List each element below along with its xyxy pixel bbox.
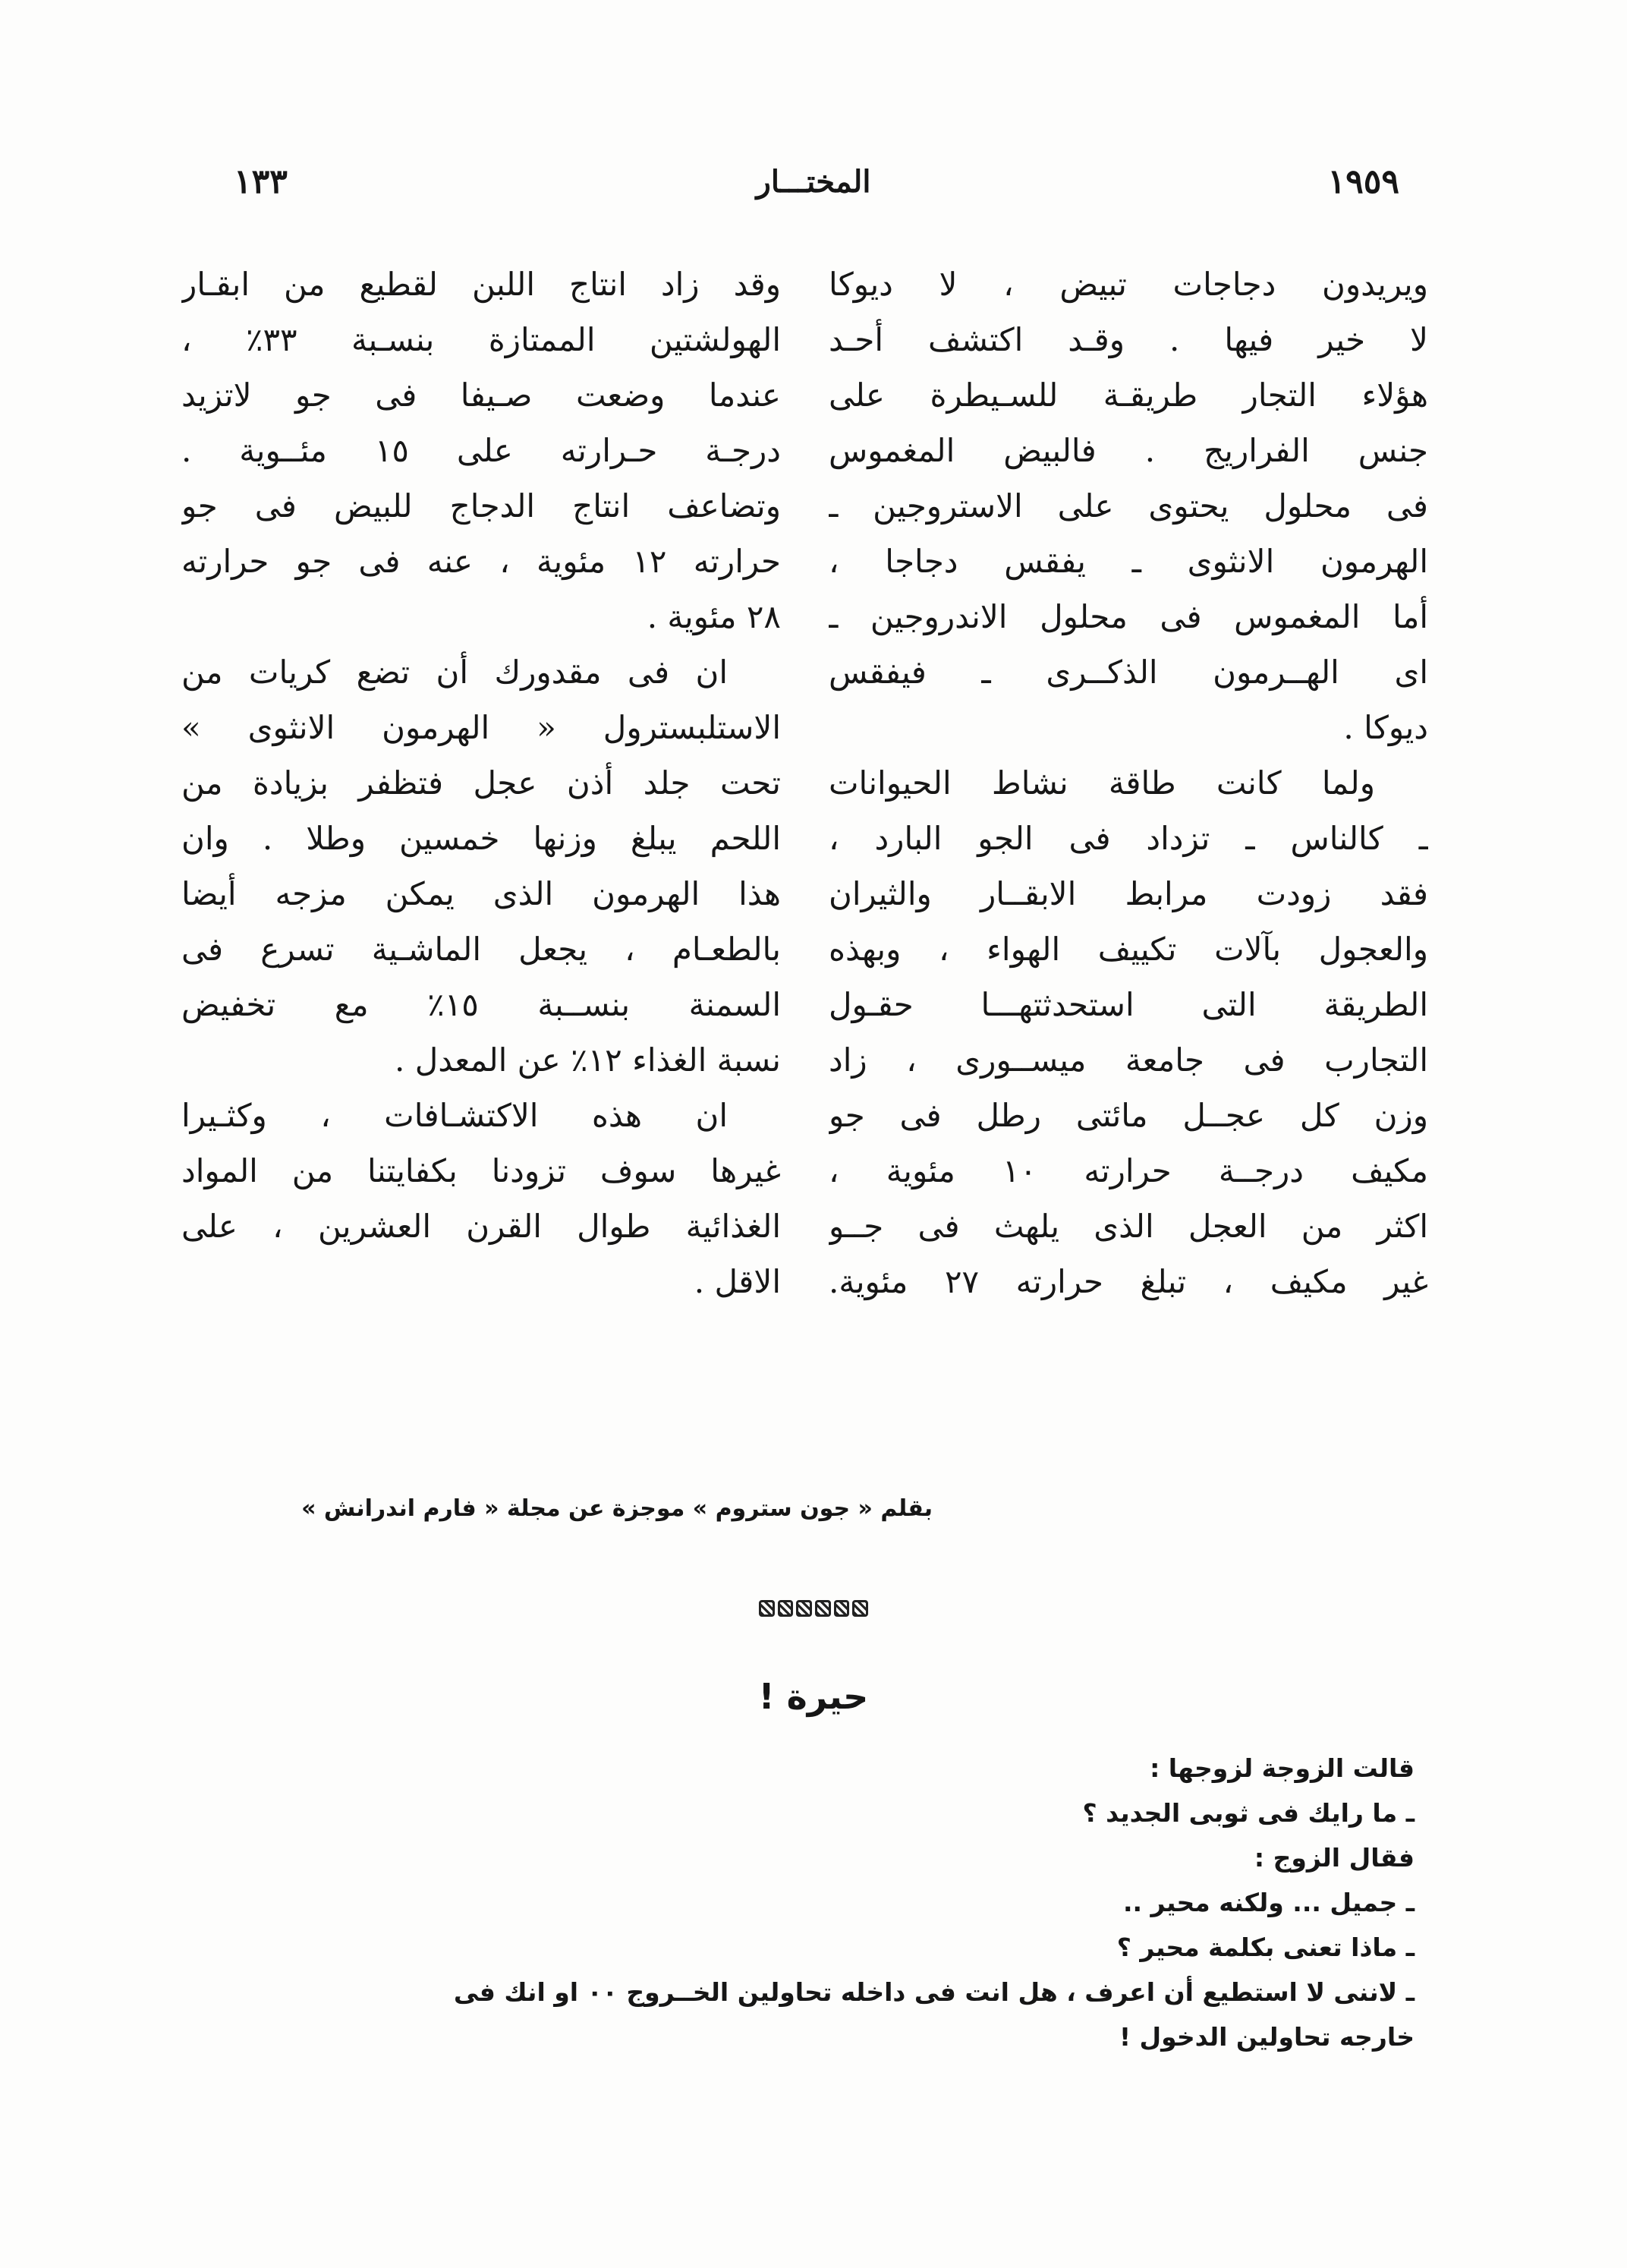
article-line: ان فى مقدورك أن تضع كريات من xyxy=(181,654,728,691)
article-line: حرارته ١٢ مئوية ، عنه فى جو حرارته xyxy=(181,543,781,580)
story-line: فقال الزوج : xyxy=(1254,1843,1415,1873)
article-line: لا خير فيها . وقـد اكتشف أحـد xyxy=(829,321,1428,358)
article-line: وزن كل عجــل مائتى رطل فى جو xyxy=(829,1097,1428,1134)
article-line: فى محلول يحتوى على الاستروجين ـ xyxy=(829,487,1428,524)
ornament-segment xyxy=(815,1600,831,1617)
ornament-segment xyxy=(834,1600,850,1617)
story-line: خارجه تحاولين الدخول ! xyxy=(1119,2022,1415,2052)
header-page-number: ١٣٣ xyxy=(234,162,288,201)
article-line: الاستلبسترول « الهرمون الانثوى » xyxy=(181,709,781,746)
article-line: أما المغموس فى محلول الاندروجين ـ xyxy=(829,598,1428,635)
article-line: تحت جلد أذن عجل فتظفر بزيادة من xyxy=(181,764,781,802)
article-column-left xyxy=(181,257,781,1309)
story-line: ـ ماذا تعنى بكلمة محير ؟ xyxy=(1116,1933,1415,1962)
article-line: غير مكيف ، تبلغ حرارته ٢٧ مئوية. xyxy=(829,1263,1428,1300)
ornament-divider xyxy=(759,1600,868,1617)
article-line: هذا الهرمون الذى يمكن مزجه أيضا xyxy=(181,875,781,912)
article-line: الغذائية طوال القرن العشرين ، على xyxy=(181,1208,781,1245)
ornament-segment xyxy=(852,1600,868,1617)
article-line: ديوكا . xyxy=(1343,709,1428,746)
article-line: الهولشتين الممتازة بنسـبة ٣٣٪ ، xyxy=(181,321,781,358)
ornament-segment xyxy=(778,1600,794,1617)
article-line: اللحم يبلغ وزنها خمسين وطلا . وان xyxy=(181,820,781,857)
story-body xyxy=(200,1746,1415,2059)
article-line: بالطعـام ، يجعل الماشـية تسرع فى xyxy=(181,931,781,968)
article-line: السمنة بنســبة ١٥٪ مع تخفيض xyxy=(181,986,781,1023)
article-byline: بقلم « جون ستروم » موجزة عن مجلة « فارم اندرانش » xyxy=(301,1495,933,1522)
article-line: فقد زودت مرابط الابقــار والثيران xyxy=(829,875,1428,912)
article-line: ويريدون دجاجات تبيض ، لا ديوكا xyxy=(829,266,1428,303)
story-title: حيرة ! xyxy=(758,1676,869,1717)
article-line: ـ كالناس ـ تزداد فى الجو البارد ، xyxy=(829,820,1428,857)
story-line: ـ ما رايك فى ثوبى الجديد ؟ xyxy=(1082,1798,1415,1828)
article-line: ولما كانت طاقة نشاط الحيوانات xyxy=(829,764,1375,802)
article-line: جنس الفراريج . فالبيض المغموس xyxy=(829,432,1428,469)
article-column-right xyxy=(829,257,1428,1309)
story-line: ـ لاننى لا استطيع أن اعرف ، هل انت فى داخله تحاولين الخــروج ٠٠ او انك فى xyxy=(453,1977,1415,2007)
article-line: ٢٨ مئوية . xyxy=(647,598,781,635)
header-year: ١٩٥٩ xyxy=(1327,162,1399,201)
article-line: الاقل . xyxy=(694,1263,781,1300)
story-line: ـ جميل ... ولكنه محير .. xyxy=(1122,1888,1415,1917)
article-line: اى الهــرمون الذكــرى ـ فيفقس xyxy=(829,654,1428,691)
ornament-segment xyxy=(759,1600,775,1617)
article-line: عندما وضعت صـيفا فى جو لاتزيد xyxy=(181,376,781,414)
article-line: والعجول بآلات تكييف الهواء ، وبهذه xyxy=(829,931,1428,968)
article-line: غيرها سوف تزودنا بكفايتنا من المواد xyxy=(181,1152,781,1189)
article-line: ان هذه الاكتشـافات ، وكثـيرا xyxy=(181,1097,728,1134)
article-line: الهرمون الانثوى ـ يفقس دجاجا ، xyxy=(829,543,1428,580)
article-line: درجـة حـرارته على ١٥ مئــوية . xyxy=(181,432,781,469)
article-line: نسبة الغذاء ١٢٪ عن المعدل . xyxy=(395,1041,781,1079)
article-line: التجارب فى جامعة ميســورى ، زاد xyxy=(829,1041,1428,1079)
article-line: وتضاعف انتاج الدجاج للبيض فى جو xyxy=(181,487,781,524)
article-line: وقد زاد انتاج اللبن لقطيع من ابقـار xyxy=(181,266,781,303)
article-line: هؤلاء التجار طريقـة للسـيطرة على xyxy=(829,376,1428,414)
story-line: قالت الزوجة لزوجها : xyxy=(1150,1753,1415,1783)
article-line: مكيف درجــة حرارته ١٠ مئوية ، xyxy=(829,1152,1428,1189)
article-line: الطريقة التى استحدثتهـــا حقـول xyxy=(829,986,1428,1023)
header-magazine-title: المختـــار xyxy=(756,164,871,200)
ornament-segment xyxy=(796,1600,812,1617)
article-line: اكثر من العجل الذى يلهث فى جــو xyxy=(829,1208,1428,1245)
